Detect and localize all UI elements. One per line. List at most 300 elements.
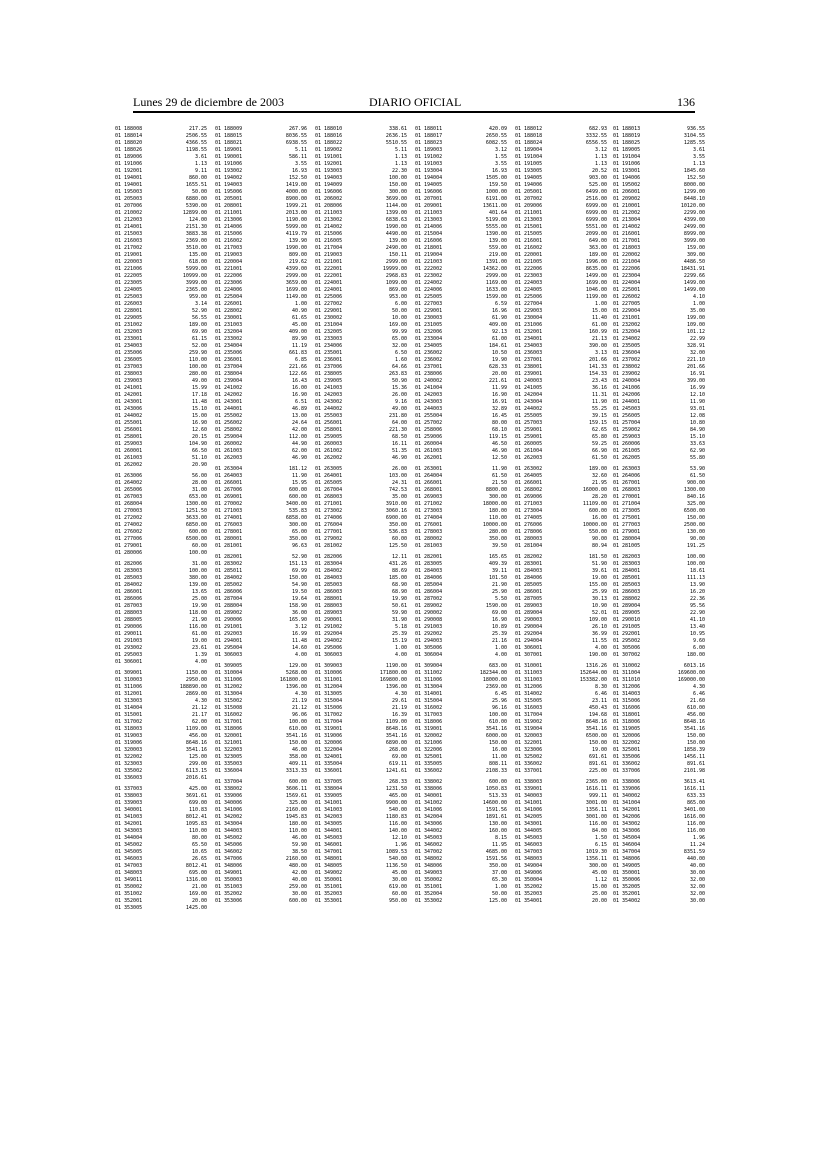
table-row	[613, 329, 705, 336]
account-code: 01 306001	[115, 659, 143, 665]
account-code: 01 286001	[115, 589, 143, 595]
amount-value: 6500.00	[185, 536, 207, 542]
account-code: 01 194002	[215, 175, 243, 181]
account-code: 01 267003	[115, 494, 143, 500]
amount-value: 2516.00	[585, 196, 607, 202]
amount-value: 610.00	[288, 726, 307, 732]
table-row	[115, 610, 207, 617]
table-row	[215, 385, 307, 392]
table-row	[315, 645, 407, 652]
table-row	[115, 677, 207, 684]
account-code: 01 234001	[515, 336, 543, 342]
table-row	[515, 154, 607, 161]
account-code: 01 349001	[215, 870, 243, 876]
amount-value: 39.15	[591, 413, 607, 419]
amount-value: 50.90	[391, 378, 407, 384]
amount-value: 1616.11	[683, 786, 705, 792]
amount-value: 10999.00	[182, 273, 207, 279]
amount-value: 1199.00	[585, 294, 607, 300]
amount-value: 4.30	[692, 684, 705, 690]
amount-value: 23.43	[591, 378, 607, 384]
amount-value: 8351.59	[683, 849, 705, 855]
amount-value: 25.99	[591, 589, 607, 595]
amount-value: 900.00	[686, 480, 705, 486]
table-row	[515, 364, 607, 371]
amount-value: 600.00	[288, 494, 307, 500]
amount-value: 600.00	[288, 779, 307, 785]
amount-value: 3910.00	[385, 501, 407, 507]
table-row	[415, 849, 507, 856]
amount-value: 633.33	[686, 793, 705, 799]
account-code: 01 191001	[315, 154, 343, 160]
amount-value: 1.96	[394, 842, 407, 848]
table-row	[215, 638, 307, 645]
amount-value: 16.91	[491, 399, 507, 405]
amount-value: 221.10	[686, 357, 705, 363]
amount-value: 4685.00	[485, 849, 507, 855]
table-row	[315, 779, 407, 786]
account-code: 01 233004	[415, 336, 443, 342]
account-code: 01 232006	[415, 329, 443, 335]
amount-value: 21.17	[191, 712, 207, 718]
account-code: 01 314002	[515, 691, 543, 697]
account-code: 01 318006	[613, 719, 641, 725]
amount-value: 69.00	[491, 610, 507, 616]
account-code: 01 289005	[613, 610, 641, 616]
amount-value: 1.55	[494, 154, 507, 160]
amount-value: 80.00	[491, 420, 507, 426]
table-row	[215, 670, 307, 677]
amount-value: 59.90	[391, 610, 407, 616]
table-row	[315, 252, 407, 259]
table-row	[515, 670, 607, 677]
table-row	[215, 196, 307, 203]
table-row	[613, 140, 705, 147]
amount-value: 2369.00	[185, 238, 207, 244]
table-row	[415, 273, 507, 280]
account-code: 01 255003	[315, 413, 343, 419]
account-code: 01 278006	[515, 529, 543, 535]
amount-value: 20.00	[591, 898, 607, 904]
table-row	[115, 568, 207, 575]
account-code: 01 194005	[415, 182, 443, 188]
account-code: 01 281005	[613, 543, 641, 549]
account-code: 01 342001	[613, 807, 641, 813]
account-code: 01 236004	[613, 350, 641, 356]
amount-value: 104.90	[188, 441, 207, 447]
amount-value: 683.00	[488, 663, 507, 669]
amount-value: 259.00	[288, 884, 307, 890]
account-code: 01 215005	[515, 231, 543, 237]
account-code: 01 242002	[215, 392, 243, 398]
account-code: 01 209002	[613, 196, 641, 202]
amount-value: 6999.00	[585, 217, 607, 223]
table-row	[215, 828, 307, 835]
account-code: 01 194006	[613, 175, 641, 181]
account-code: 01 222006	[515, 266, 543, 272]
table-row	[215, 733, 307, 740]
account-code: 01 238001	[515, 364, 543, 370]
account-code: 01 318003	[115, 726, 143, 732]
table-row	[415, 140, 507, 147]
account-code: 01 236002	[415, 357, 443, 363]
account-code: 01 231003	[215, 322, 243, 328]
amount-value: 6113.15	[185, 768, 207, 774]
table-row	[115, 280, 207, 287]
account-code: 01 344003	[215, 828, 243, 834]
account-code: 01 335002	[115, 768, 143, 774]
table-row	[115, 196, 207, 203]
account-code: 01 193005	[515, 168, 543, 174]
table-row	[415, 779, 507, 786]
account-code: 01 227005	[613, 301, 641, 307]
table-row	[115, 589, 207, 596]
table-row	[415, 487, 507, 494]
amount-value: 100.00	[188, 568, 207, 574]
table-row	[515, 726, 607, 733]
account-code: 01 337003	[115, 786, 143, 792]
account-code: 01 227003	[415, 301, 443, 307]
table-row	[315, 245, 407, 252]
account-code: 01 335006	[613, 754, 641, 760]
amount-value: 90.00	[689, 536, 705, 542]
amount-value: 19.00	[591, 575, 607, 581]
table-row	[415, 529, 507, 536]
table-row	[415, 336, 507, 343]
account-code: 01 345002	[115, 842, 143, 848]
amount-value: 10.89	[491, 624, 507, 630]
account-code: 01 314003	[613, 691, 641, 697]
account-code: 01 316003	[515, 705, 543, 711]
account-code: 01 188008	[115, 126, 143, 132]
amount-value: 6.59	[494, 301, 507, 307]
amount-value: 45.00	[591, 870, 607, 876]
table-row	[613, 301, 705, 308]
table-row	[613, 554, 705, 561]
account-code: 01 263006	[115, 473, 143, 479]
account-code: 01 313003	[115, 698, 143, 704]
table-row	[115, 441, 207, 448]
amount-value: 16000.00	[582, 487, 607, 493]
amount-value: 6.85	[294, 357, 307, 363]
amount-value: 1633.00	[485, 287, 507, 293]
account-code: 01 286006	[115, 596, 143, 602]
account-code: 01 352005	[613, 884, 641, 890]
table-row	[415, 877, 507, 884]
amount-value: 6000.00	[485, 733, 507, 739]
amount-value: 16.90	[191, 420, 207, 426]
table-row	[613, 705, 705, 712]
amount-value: 3332.55	[585, 133, 607, 139]
table-row	[115, 245, 207, 252]
account-code: 01 238005	[315, 371, 343, 377]
account-code: 01 244003	[415, 406, 443, 412]
table-row	[115, 413, 207, 420]
account-code: 01 188014	[115, 133, 143, 139]
table-row	[613, 494, 705, 501]
amount-value: 221.66	[288, 364, 307, 370]
table-row	[415, 652, 507, 659]
amount-value: 10.50	[491, 350, 507, 356]
table-row	[315, 568, 407, 575]
table-row	[115, 406, 207, 413]
amount-value: 263.83	[388, 371, 407, 377]
account-code: 01 195002	[613, 182, 641, 188]
account-code: 01 225005	[415, 294, 443, 300]
amount-value: 2108.33	[485, 768, 507, 774]
account-code: 01 343005	[315, 821, 343, 827]
account-code: 01 343001	[515, 821, 543, 827]
account-code: 01 233002	[215, 336, 243, 342]
amount-value: 66.90	[591, 448, 607, 454]
amount-value: 1990.00	[285, 245, 307, 251]
amount-value: 363.00	[588, 245, 607, 251]
account-code: 01 338006	[415, 786, 443, 792]
table-row	[315, 378, 407, 385]
account-code: 01 276003	[215, 522, 243, 528]
table-row	[215, 315, 307, 322]
amount-value: 3.55	[692, 154, 705, 160]
account-code: 01 191004	[515, 154, 543, 160]
account-code: 01 210001	[613, 203, 641, 209]
table-row	[315, 175, 407, 182]
table-row	[613, 603, 705, 610]
table-row	[415, 343, 507, 350]
table-row	[215, 856, 307, 863]
amount-value: 46.89	[291, 406, 307, 412]
account-code: 01 261003	[115, 455, 143, 461]
amount-value: 2365.00	[185, 287, 207, 293]
amount-value: 19999.00	[382, 266, 407, 272]
account-code: 01 214006	[215, 224, 243, 230]
amount-value: 3883.38	[185, 231, 207, 237]
amount-value: 431.26	[388, 561, 407, 567]
amount-value: 84.00	[591, 828, 607, 834]
account-code: 01 194005	[515, 175, 543, 181]
account-code: 01 215004	[415, 231, 443, 237]
table-row	[415, 719, 507, 726]
table-row	[515, 891, 607, 898]
table-row	[315, 168, 407, 175]
amount-value: 6999.00	[585, 210, 607, 216]
amount-value: 3400.00	[285, 501, 307, 507]
account-code: 01 225001	[613, 287, 641, 293]
amount-value: 44.90	[291, 441, 307, 447]
amount-value: 3541.16	[585, 726, 607, 732]
account-code: 01 344005	[515, 828, 543, 834]
account-code: 01 267006	[215, 487, 243, 493]
account-code: 01 347006	[215, 856, 243, 862]
amount-value: 1.00	[692, 301, 705, 307]
table-row	[613, 175, 705, 182]
account-code: 01 315002	[215, 698, 243, 704]
amount-value: 338.61	[388, 126, 407, 132]
account-code: 01 293002	[115, 645, 143, 651]
account-code: 01 349011	[115, 877, 143, 883]
table-row	[115, 775, 207, 782]
account-code: 01 258006	[415, 427, 443, 433]
account-code: 01 285002	[215, 582, 243, 588]
table-row	[515, 835, 607, 842]
account-code: 01 256002	[215, 420, 243, 426]
account-code: 01 336002	[515, 761, 543, 767]
account-code: 01 341004	[613, 800, 641, 806]
table-row	[215, 501, 307, 508]
table-row	[415, 508, 507, 515]
account-code: 01 315006	[315, 705, 343, 711]
table-row	[515, 740, 607, 747]
account-code: 01 315004	[315, 698, 343, 704]
account-code: 01 283003	[613, 561, 641, 567]
amount-value: 1136.50	[385, 863, 407, 869]
amount-value: 300.00	[488, 494, 507, 500]
table-row	[315, 455, 407, 462]
amount-value: 61.00	[591, 322, 607, 328]
account-code: 01 208001	[215, 203, 243, 209]
amount-value: 21.16	[491, 638, 507, 644]
table-row	[613, 508, 705, 515]
account-code: 01 346003	[115, 856, 143, 862]
account-code: 01 219001	[115, 252, 143, 258]
account-code: 01 211003	[415, 210, 443, 216]
table-row	[515, 768, 607, 775]
amount-value: 4.00	[294, 652, 307, 658]
table-row	[415, 259, 507, 266]
account-code: 01 223005	[115, 280, 143, 286]
account-code: 01 295004	[215, 645, 243, 651]
account-code: 01 209006	[515, 203, 543, 209]
table-row	[415, 434, 507, 441]
amount-value: 11.48	[291, 638, 307, 644]
table-row	[515, 473, 607, 480]
account-code: 01 280001	[215, 536, 243, 542]
table-row	[515, 884, 607, 891]
account-code: 01 216002	[215, 238, 243, 244]
table-row	[515, 434, 607, 441]
amount-value: 3613.41	[683, 779, 705, 785]
table-row	[415, 480, 507, 487]
header-rule	[133, 111, 695, 113]
amount-value: 1.13	[594, 154, 607, 160]
table-row	[315, 596, 407, 603]
account-code: 01 229001	[415, 308, 443, 314]
table-row	[215, 189, 307, 196]
account-code: 01 260004	[415, 441, 443, 447]
amount-value: 199.00	[686, 315, 705, 321]
table-row	[215, 786, 307, 793]
account-code: 01 243001	[215, 399, 243, 405]
account-code: 01 340001	[415, 793, 443, 799]
table-row	[115, 210, 207, 217]
amount-value: 6013.16	[683, 663, 705, 669]
table-row	[515, 329, 607, 336]
table-row	[613, 814, 705, 821]
account-code: 01 244002	[315, 406, 343, 412]
amount-value: 25.96	[491, 698, 507, 704]
table-row	[315, 217, 407, 224]
account-code: 01 215006	[315, 231, 343, 237]
table-row	[115, 294, 207, 301]
account-code: 01 188018	[515, 133, 543, 139]
account-code: 01 227002	[315, 301, 343, 307]
account-code: 01 238004	[215, 371, 243, 377]
table-row	[315, 154, 407, 161]
amount-value: 11.90	[591, 399, 607, 405]
amount-value: 51.10	[191, 455, 207, 461]
amount-value: 695.00	[188, 870, 207, 876]
amount-value: 15.95	[291, 480, 307, 486]
account-code: 01 241002	[215, 385, 243, 391]
table-row	[115, 308, 207, 315]
account-code: 01 235001	[315, 350, 343, 356]
account-code: 01 285003	[315, 582, 343, 588]
account-code: 01 257003	[515, 420, 543, 426]
account-code: 01 234004	[215, 343, 243, 349]
account-code: 01 340002	[613, 793, 641, 799]
account-code: 01 311001	[315, 677, 343, 683]
amount-value: 88.69	[391, 568, 407, 574]
amount-value: 2500.00	[683, 522, 705, 528]
account-code: 01 352001	[613, 891, 641, 897]
table-row	[215, 427, 307, 434]
amount-value: 12.50	[491, 455, 507, 461]
table-row	[515, 224, 607, 231]
account-code: 01 188025	[613, 140, 641, 146]
account-code: 01 338004	[315, 786, 343, 792]
account-code: 01 312001	[115, 691, 143, 697]
table-row	[515, 259, 607, 266]
account-code: 01 282006	[315, 554, 343, 560]
amount-value: 12.10	[689, 392, 705, 398]
table-row	[315, 705, 407, 712]
account-code: 01 315004	[415, 698, 443, 704]
amount-value: 6938.55	[285, 140, 307, 146]
table-row	[215, 336, 307, 343]
header-publication-title: DIARIO OFICIAL	[369, 95, 462, 109]
account-code: 01 348006	[613, 856, 641, 862]
table-row	[613, 582, 705, 589]
account-code: 01 345003	[415, 835, 443, 841]
account-code: 01 313005	[315, 691, 343, 697]
table-row	[115, 154, 207, 161]
table-row	[613, 529, 705, 536]
table-row	[415, 663, 507, 670]
amount-value: 62.65	[591, 427, 607, 433]
amount-value: 16.00	[491, 747, 507, 753]
account-code: 01 261004	[515, 448, 543, 454]
amount-value: 61.00	[491, 336, 507, 342]
account-code: 01 260003	[315, 441, 343, 447]
table-row	[215, 133, 307, 140]
account-code: 01 319005	[613, 726, 641, 732]
account-code: 01 214002	[613, 224, 641, 230]
table-row	[515, 712, 607, 719]
amount-value: 661.83	[288, 350, 307, 356]
table-row	[315, 441, 407, 448]
amount-value: 165.65	[488, 554, 507, 560]
table-row	[515, 301, 607, 308]
account-code: 01 349005	[613, 863, 641, 869]
table-row	[415, 898, 507, 905]
amount-value: 51.90	[591, 561, 607, 567]
table-row	[515, 554, 607, 561]
amount-value: 184.61	[488, 343, 507, 349]
account-code: 01 350001	[613, 870, 641, 876]
table-row	[215, 175, 307, 182]
amount-value: 5.18	[394, 624, 407, 630]
account-code: 01 189001	[215, 147, 243, 153]
account-code: 01 336002	[415, 768, 443, 774]
